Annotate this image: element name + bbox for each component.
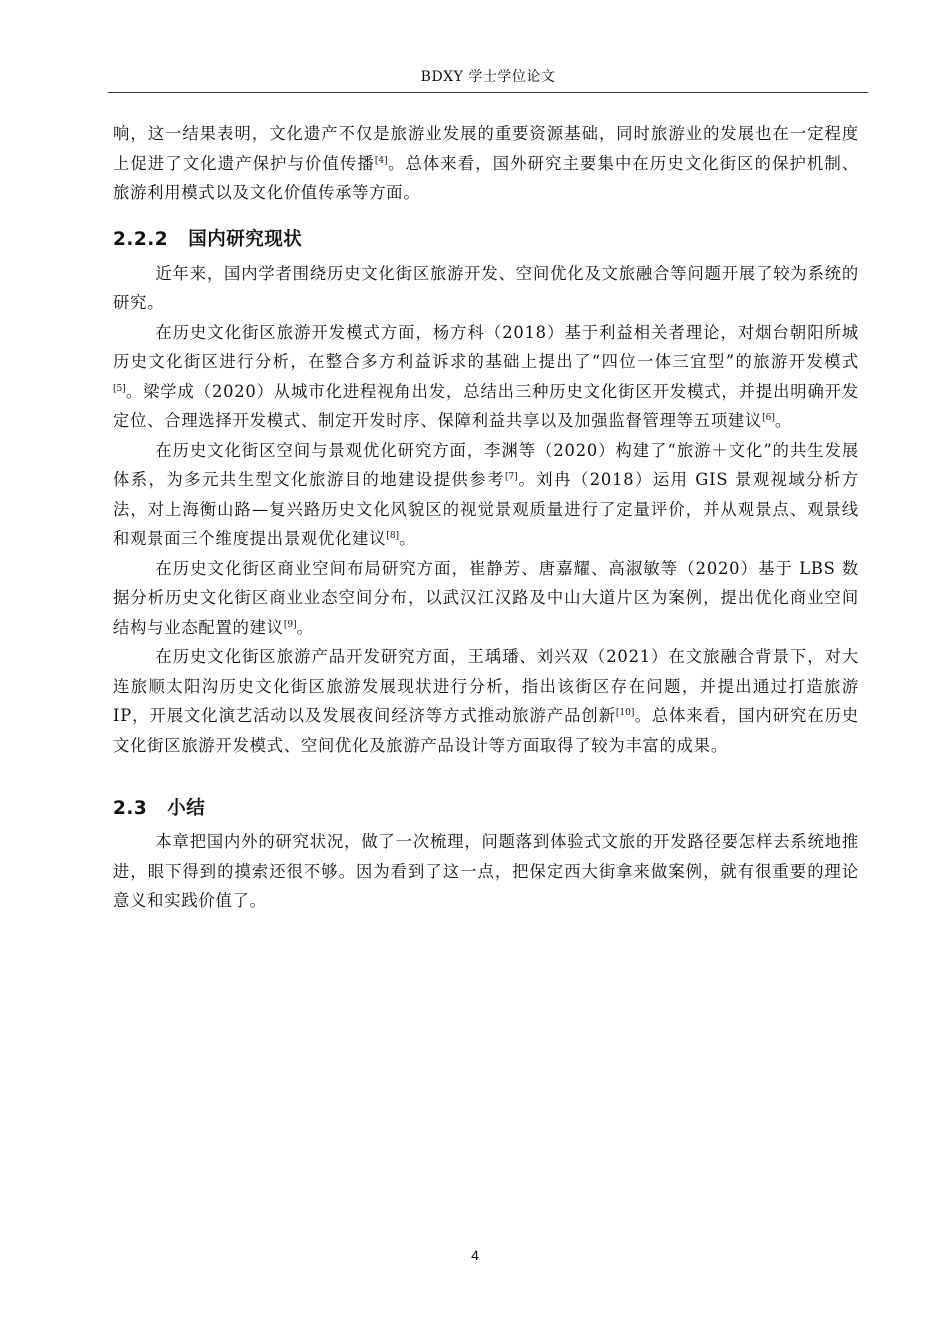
page-number: 4	[471, 1247, 479, 1263]
document-body	[113, 119, 859, 916]
paragraph-text: 响，这一结果表明，文化遗产不仅是旅游业发展的重要资源基础，同时旅游业的发展也在一定程度上促进了文化遗产保护与价值传播	[113, 124, 859, 173]
paragraph-text: 。刘冉（2018）运用 GIS 景观视域分析方法，对上海衡山路—复兴路历史文化风貌区的视觉景观质量进行了定量评价，并从观景点、观景线和观景面三个维度提出景观优化建议	[113, 470, 859, 548]
header-rule	[108, 92, 868, 93]
paragraph-text: 。	[296, 617, 314, 637]
paragraph-text: 。梁学成（2020）从城市化进程视角出发，总结出三种历史文化街区开发模式，并提出明确开发定位、合理选择开发模式、制定开发时序、保障利益共享以及加强监督管理等五项建议	[113, 381, 859, 430]
paragraph-intro: 近年来，国内学者围绕历史文化街区旅游开发、空间优化及文旅融合等问题开展了较为系统的研究。	[113, 263, 859, 312]
citation-ref: [6]	[762, 413, 775, 423]
paragraph-text: 在历史文化街区旅游开发模式方面，杨方科（2018）基于利益相关者理论，对烟台朝阳所城历史文化街区进行分析，在整合多方利益诉求的基础上提出了“四位一体三宜型”的旅游开发模式	[113, 322, 859, 371]
citation-ref: [4]	[374, 155, 388, 166]
paragraph-text: 。	[774, 411, 792, 430]
paragraph-text: 在历史文化街区旅游产品开发研究方面，王瑀璠、刘兴双（2021）在文旅融合背景下，对大连旅顺太阳沟历史文化街区旅游发展现状进行分析，指出该街区存在问题，并提出通过打造旅游 IP，开展文化演艺活动以及发展夜间经济等方式推动旅游产品创新	[113, 647, 859, 725]
running-header: BDXY 学士学位论文	[420, 69, 556, 85]
section-heading-2-2-2	[113, 225, 859, 255]
paragraph-text: 。总体来看，国外研究主要集中在历史文化街区的保护机制、旅游利用模式以及文化价值传承等方面。	[113, 153, 859, 202]
paragraph-development-mode	[113, 318, 859, 436]
section-number: 2.2.2	[113, 228, 169, 250]
citation-ref: [7]	[505, 472, 518, 482]
paragraph-space-landscape	[113, 436, 859, 554]
citation-ref: [5]	[113, 383, 126, 394]
paragraph-commercial-space	[113, 554, 859, 643]
paragraph-text: 。总体来看，国内研究在历史文化街区旅游开发模式、空间优化及旅游产品设计等方面取得了较为丰富的成果。	[113, 706, 859, 755]
paragraph-tourism-product	[113, 642, 859, 760]
paragraph-text: 。	[399, 529, 417, 548]
section-heading-2-3	[113, 794, 859, 824]
section-number: 2.3	[113, 798, 148, 819]
paragraph-text: 在历史文化街区空间与景观优化研究方面，李渊等（2020）构建了“旅游＋文化”的共生发展体系，为多元共生型文化旅游目的地建设提供参考	[113, 440, 859, 489]
section-title: 国内研究现状	[188, 228, 303, 250]
citation-ref: [9]	[283, 619, 297, 630]
paragraph-summary: 本章把国内外的研究状况，做了一次梳理，问题落到体验式文旅的开发路径要怎样去系统地推进，眼下得到的摸索还很不够。因为看到了这一点，把保定西大街拿来做案例，就有很重要的理论意义和实践价值了。	[113, 832, 859, 910]
paragraph-continuation	[113, 119, 859, 208]
citation-ref: [8]	[386, 531, 400, 541]
section-title: 小结	[167, 798, 206, 819]
paragraph-text: 在历史文化街区商业空间布局研究方面，崔静芳、唐嘉耀、高淑敏等（2020）基于 LBS 数据分析历史文化街区商业业态空间分布，以武汉江汉路及中山大道片区为案例，提出优化商业空间结构与业态配置的建议	[113, 558, 859, 637]
citation-ref: [10]	[615, 708, 635, 718]
